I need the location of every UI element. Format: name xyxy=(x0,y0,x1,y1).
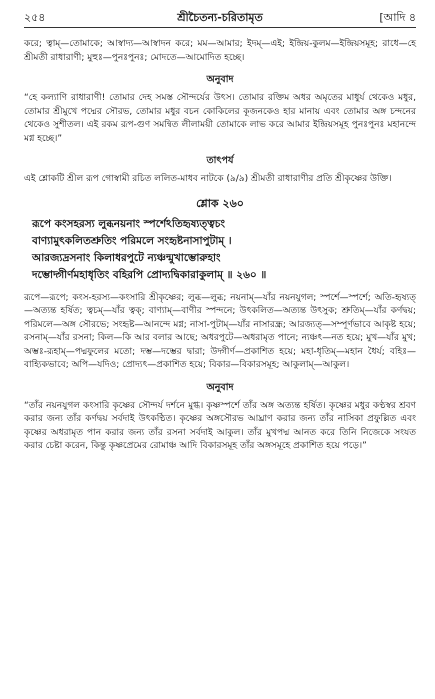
chapter-marker: [আদি ৪ xyxy=(379,11,416,24)
verse-line: রূপে কংসহরস্য লুব্ধনয়নাং স্পর্শেঽতিহৃষ্যত্ত্বচং xyxy=(32,217,225,230)
verse-line: দম্ভোদ্গীর্ণমহাধৃতিং বহিরপি প্রোদ্যদ্বিকারাকুলাম্ ॥ ২৬০ ॥ xyxy=(32,268,267,281)
purport-heading: তাৎপর্য xyxy=(206,155,234,166)
book-page xyxy=(24,6,416,692)
translation-text-2: “তাঁর নয়নযুগল কংসারি কৃষ্ণের সৌন্দর্য দর্শনে মুগ্ধ। কৃষ্ণস্পর্শে তাঁর অঙ্গ অত্যন্ত হর্ষিত। কৃষ্ণের মধুর কণ্ঠস্বর শ্রবণ করার জন্য তাঁর কর্ণদ্বয় সর্বদাই উৎকণ্ঠিত। কৃষ্ণের অঙ্গসৌরভ আঘ্রাণ করার জন্য তাঁর নাসিকা প্রফুল্লিত এবং কৃষ্ণের অধরামৃত পান করার জন্য তাঁর রসনা সর্বদাই আকুল। তাঁর মুখপদ্ম আনত করে তিনি নিজেকে সংযত করার চেষ্টা করেন, কিন্তু কৃষ্ণপ্রেমের রোমাঞ্চ আদি বিকারসমূহ তাঁর অঙ্গসমূহে প্রকাশিত হয়ে পড়ে।” xyxy=(24,400,416,451)
verse-title: শ্লোক ২৬০ xyxy=(196,196,244,210)
translation-heading: অনুবাদ xyxy=(206,74,234,85)
page-number: ২৫৪ xyxy=(24,11,46,24)
verse-line: বাণ্যামুৎকলিতশ্রুতিং পরিমলে সংহৃষ্টনাসাপুটাম্ । xyxy=(32,234,232,247)
synonyms-text: রূপে—রূপে; কংস-হরস্য—কংসারি শ্রীকৃষ্ণের; লুব্ধ—লুব্ধ; নয়নাম্—যাঁর নয়নযুগল; স্পর্শে—স্পর্শে; অতি-হৃষ্যত্—অত্যন্ত হর্ষিত; ত্বচম্—যাঁর ত্বক্; বাণ্যাম্—বাণীর স্পন্দনে; উৎকলিত—অত্যন্ত উৎসুক; শ্রুতিম্—যাঁর কর্ণদ্বয়; পরিমলে—অঙ্গ সৌরভে; সংহৃষ্ট—আনন্দে মগ্ন; নাসা-পুটাম্—যাঁর নাসারন্ধ্র; আরজ্যত্—সম্পূর্ণভাবে আকৃষ্ট হয়ে; রসনাম্—যাঁর রসনা; কিল—কি আর বলার আছে; অধরপুটে—অধরামৃত পানে; ন্যঞ্চৎ—নত হয়ে; মুখ—যাঁর মুখ; অম্ভঃ-রূহাম্—পদ্মফুলের মতো; দম্ভ—দম্ভের দ্বারা; উদ্গীর্ণ—প্রকাশিত হয়ে; মহা-ধৃতিম্—মহান ধৈর্য; বহিঃ—বাহ্যিকভাবে; অপি—যদিও; প্রোদ্যৎ—প্রকাশিত হয়ে; বিকার—বিকারসমূহ; আকুলাম্—আকুল। xyxy=(24,292,416,370)
translation-text: “হে কল্যাণি রাধারাণী! তোমার দেহ সমস্ত সৌন্দর্যের উৎস। তোমার রক্তিম অধর অমৃতের মাধুর্য থেকেও মধুর, তোমার শ্রীমুখে পদ্মের সৌরভ, তোমার মধুর বচন কোকিলের কূজনকেও হার মানায় এবং তোমার অঙ্গ চন্দনের থেকেও সুশীতল। এই রকম রূপ-গুণ সমন্বিত লীলাময়ী তোমাকে লাভ করে আমার ইন্দ্রিয়সমূহ পুনঃপুনঃ মহানন্দে মগ্ন হচ্ছে।” xyxy=(24,93,416,144)
page-header xyxy=(24,6,416,28)
purport-text: এই শ্লোকটি শ্রীল রূপ গোস্বামী রচিত ললিত-মাধব নাটকে (৯/৯) শ্রীমতী রাধারাণীর প্রতি শ্রীকৃষ্ণের উক্তি। xyxy=(24,174,392,184)
running-title: শ্রীচৈতন্য-চরিতামৃত xyxy=(177,11,263,24)
verse-line: আরজ্যদ্রসনাং কিলাধরপুটে ন্যঞ্চন্মুখাম্ভোরুহাং xyxy=(32,251,221,264)
synonyms-continued: করে; ত্বাম্—তোমাকে; আস্বাদ্য—আস্বাদন করে; মম—আমার; ইদম্—এই; ইন্দ্রিয়-কুলম—ইন্দ্রিয়সমূহ; রাধে—হে শ্রীমতী রাধারাণী; মুহুঃ—পুনঃপুনঃ; মোদতে—আমোদিত হচ্ছে। xyxy=(24,39,416,63)
translation-heading-2: অনুবাদ xyxy=(206,381,234,393)
